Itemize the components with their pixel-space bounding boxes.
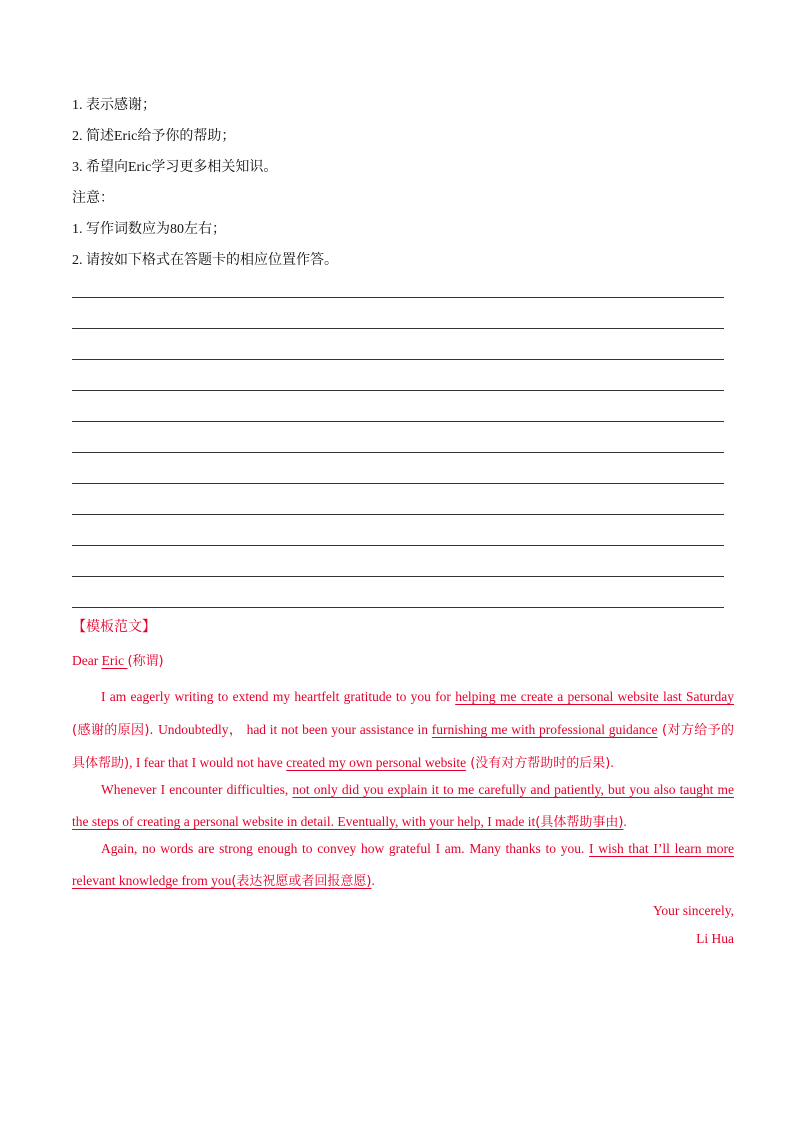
answer-line	[72, 359, 724, 360]
answer-line	[72, 607, 724, 608]
model-essay	[72, 617, 734, 952]
p1-text: I am eagerly writing to extend my heartfelt gratitude to you for	[101, 689, 456, 704]
letter-greeting	[72, 651, 734, 681]
letter-signature: Li Hua	[696, 931, 734, 946]
p2-note: (具体帮助事由)	[535, 815, 624, 830]
greeting-name: Eric	[101, 653, 128, 668]
p2-underlined: not only did you explain it to me carefully and patiently, but you also taught me the steps of creating a personal website in detail. Eventually, with your help, I made it	[72, 782, 734, 829]
answer-line	[72, 297, 724, 298]
paragraph-2	[72, 774, 734, 839]
p1-underlined: furnishing me with professional guidance	[431, 722, 658, 737]
answer-lines	[72, 297, 724, 638]
p1-note: (对方给予的具体帮助)	[72, 723, 734, 771]
model-essay-title: 【模板范文】	[72, 619, 156, 635]
greeting-prefix: Dear	[72, 653, 102, 668]
p1-underlined: helping me create a personal website last Saturday	[455, 689, 735, 704]
note-item: 2. 请按如下格式在答题卡的相应位置作答。	[72, 253, 338, 268]
p1-text: Undoubtedly， had it not been your assistance in	[158, 722, 432, 737]
writing-requirements	[72, 96, 732, 282]
p1-text: .	[610, 755, 614, 770]
notes-heading: 注意：	[72, 191, 114, 206]
answer-line	[72, 390, 724, 391]
p1-note: (感谢的原因).	[72, 723, 159, 738]
p1-text: , I fear that I would not have	[129, 755, 287, 770]
p1-underlined: created my own personal website	[286, 755, 467, 770]
answer-line	[72, 514, 724, 515]
letter-closing: Your sincerely,	[653, 903, 734, 918]
greeting-note: (称谓)	[127, 654, 164, 669]
requirement-item: 3. 希望向Eric学习更多相关知识。	[72, 160, 278, 175]
p2-text: .	[623, 814, 627, 829]
p3-note: (表达祝愿或者回报意愿)	[231, 874, 372, 889]
answer-line	[72, 328, 724, 329]
answer-line	[72, 483, 724, 484]
requirement-item: 2. 简述Eric给予你的帮助；	[72, 129, 236, 144]
requirement-item: 1. 表示感谢；	[72, 98, 156, 113]
p3-text: Again, no words are strong enough to convey how grateful I am. Many thanks to you.	[101, 841, 590, 856]
answer-line	[72, 421, 724, 422]
p3-text: .	[371, 873, 375, 888]
answer-line	[72, 452, 724, 453]
paragraph-1	[72, 681, 734, 780]
note-item: 1. 写作词数应为80左右；	[72, 222, 226, 237]
answer-line	[72, 576, 724, 577]
p3-underlined: I wish that I’ll learn more relevant knowledge from you	[72, 841, 734, 888]
p1-note: (没有对方帮助时的后果)	[466, 756, 611, 771]
p2-text: Whenever I encounter difficulties,	[101, 782, 293, 797]
answer-line	[72, 545, 724, 546]
paragraph-3	[72, 833, 734, 898]
